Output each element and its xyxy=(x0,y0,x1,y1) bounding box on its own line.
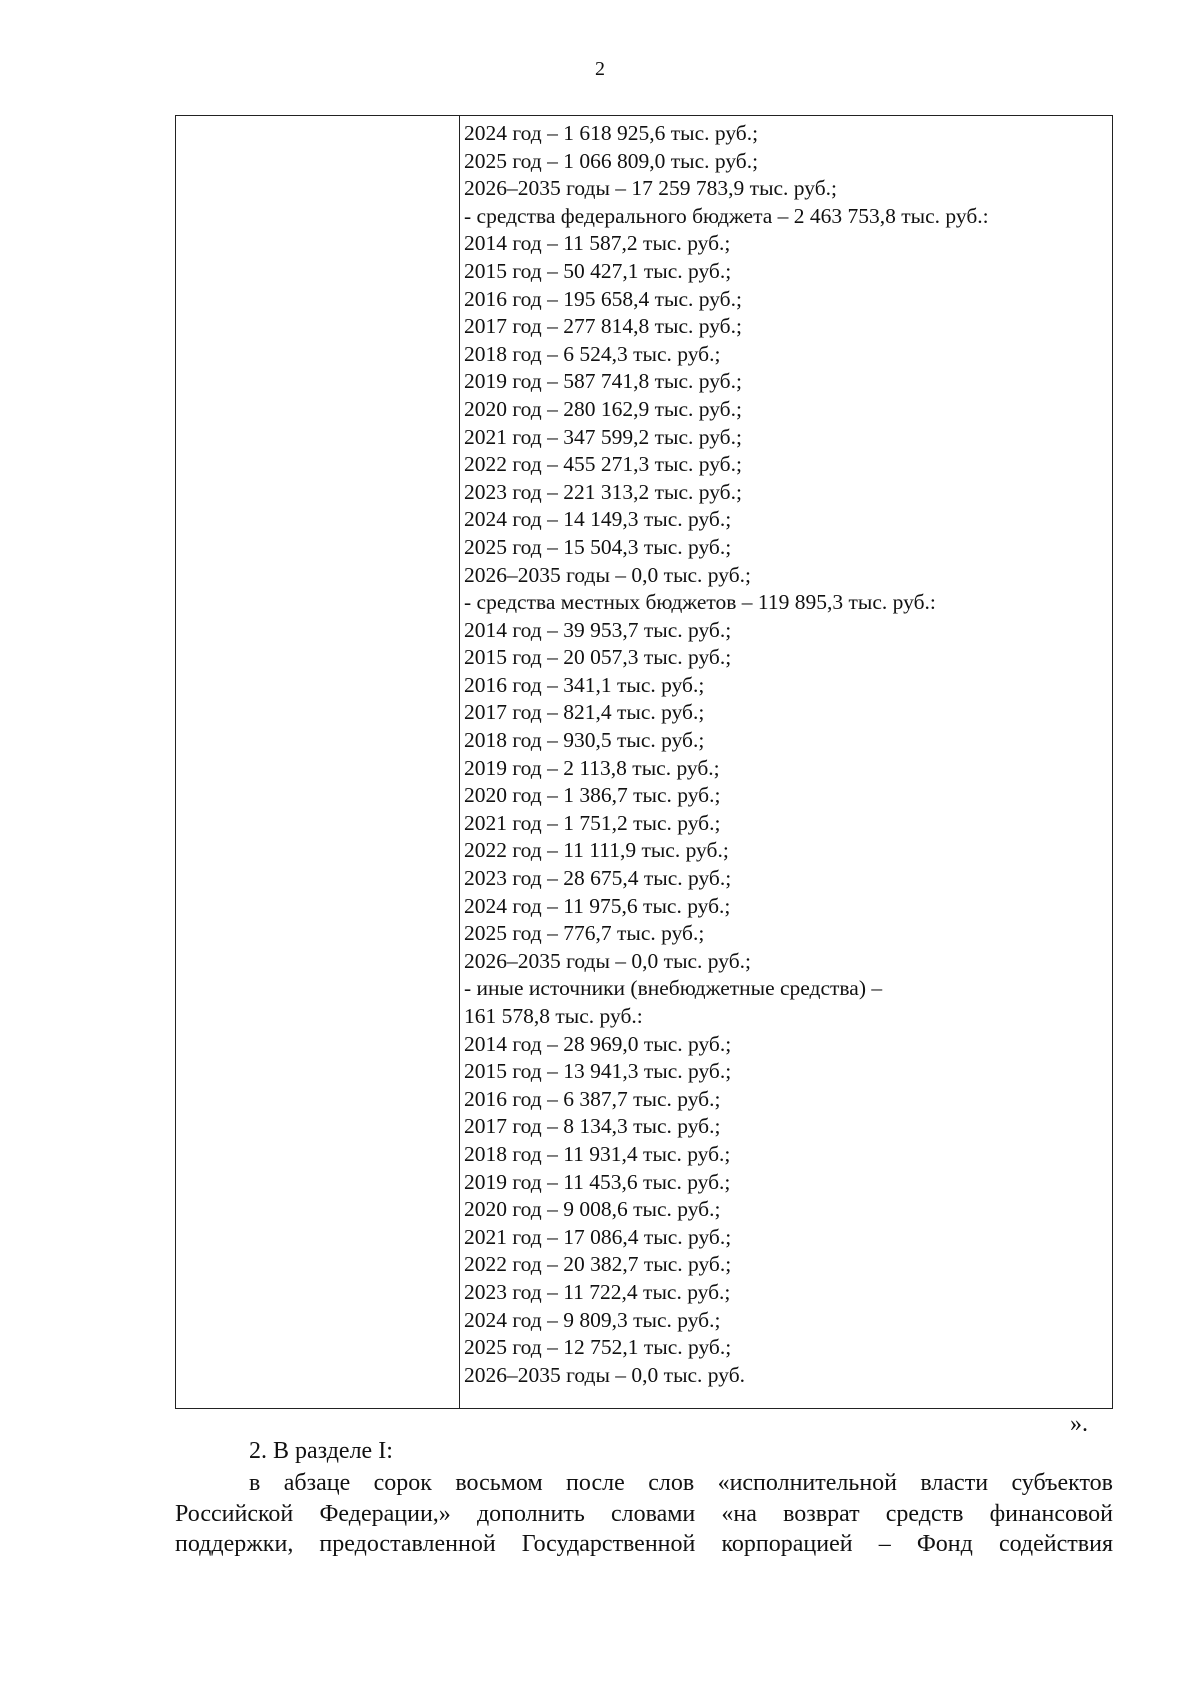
funding-line: 2020 год – 9 008,6 тыс. руб.; xyxy=(464,1197,721,1222)
funding-line: 2021 год – 1 751,2 тыс. руб.; xyxy=(464,810,721,835)
funding-line: 2026–2035 годы – 0,0 тыс. руб. xyxy=(464,1362,746,1387)
funding-line: 2018 год – 11 931,4 тыс. руб.; xyxy=(464,1141,731,1166)
funding-line: 2014 год – 28 969,0 тыс. руб.; xyxy=(464,1031,732,1056)
closing-quote: ». xyxy=(1070,1411,1088,1437)
funding-line: 2019 год – 11 453,6 тыс. руб.; xyxy=(464,1169,731,1194)
funding-line: 2020 год – 280 162,9 тыс. руб.; xyxy=(464,396,742,421)
paragraph-line: Российской Федерации,» дополнить словами «на возврат средств финансовой xyxy=(175,1500,1113,1527)
funding-line: 2014 год – 11 587,2 тыс. руб.; xyxy=(464,231,731,256)
section-heading: 2. В разделе I: xyxy=(249,1438,393,1464)
funding-line: 2018 год – 6 524,3 тыс. руб.; xyxy=(464,341,721,366)
funding-line: 2026–2035 годы – 17 259 783,9 тыс. руб.; xyxy=(464,176,838,201)
page-number: 2 xyxy=(595,58,605,80)
funding-line: 2016 год – 195 658,4 тыс. руб.; xyxy=(464,286,742,311)
table-right-cell xyxy=(464,120,1104,1389)
funding-line: 2024 год – 9 809,3 тыс. руб.; xyxy=(464,1307,721,1332)
funding-line: - иные источники (внебюджетные средства) – xyxy=(464,976,883,1001)
paragraph-line: в абзаце сорок восьмом после слов «исполнительной власти субъектов xyxy=(249,1470,1113,1496)
funding-line: 2019 год – 587 741,8 тыс. руб.; xyxy=(464,369,742,394)
funding-line: 2025 год – 776,7 тыс. руб.; xyxy=(464,921,705,946)
funding-line: 2022 год – 455 271,3 тыс. руб.; xyxy=(464,452,742,477)
funding-line: 2020 год – 1 386,7 тыс. руб.; xyxy=(464,783,721,808)
funding-line: 2018 год – 930,5 тыс. руб.; xyxy=(464,728,705,753)
paragraph-line: поддержки, предоставленной Государственной корпорацией – Фонд содействия xyxy=(175,1531,1113,1557)
funding-line: 2017 год – 8 134,3 тыс. руб.; xyxy=(464,1114,721,1139)
funding-line: 2023 год – 11 722,4 тыс. руб.; xyxy=(464,1279,731,1304)
funding-line: 2014 год – 39 953,7 тыс. руб.; xyxy=(464,617,732,642)
funding-line: 2015 год – 13 941,3 тыс. руб.; xyxy=(464,1059,732,1084)
funding-line: 2024 год – 1 618 925,6 тыс. руб.; xyxy=(464,121,759,145)
funding-line: 2017 год – 277 814,8 тыс. руб.; xyxy=(464,314,742,339)
amendment-paragraph xyxy=(175,1468,1113,1560)
funding-line: 2021 год – 347 599,2 тыс. руб.; xyxy=(464,424,742,449)
funding-line: - средства федерального бюджета – 2 463 753,8 тыс. руб.: xyxy=(464,203,989,228)
funding-line: - средства местных бюджетов – 119 895,3 тыс. руб.: xyxy=(464,590,936,615)
funding-line: 2023 год – 221 313,2 тыс. руб.; xyxy=(464,479,742,504)
funding-table xyxy=(175,115,1113,1409)
funding-line: 2022 год – 20 382,7 тыс. руб.; xyxy=(464,1252,732,1277)
funding-line: 2021 год – 17 086,4 тыс. руб.; xyxy=(464,1224,732,1249)
funding-line: 2015 год – 50 427,1 тыс. руб.; xyxy=(464,258,732,283)
funding-line: 2016 год – 341,1 тыс. руб.; xyxy=(464,672,705,697)
funding-line: 2023 год – 28 675,4 тыс. руб.; xyxy=(464,866,732,891)
table-left-cell xyxy=(176,116,460,1408)
funding-line: 2025 год – 12 752,1 тыс. руб.; xyxy=(464,1335,732,1360)
funding-line: 2024 год – 11 975,6 тыс. руб.; xyxy=(464,893,731,918)
funding-line: 2026–2035 годы – 0,0 тыс. руб.; xyxy=(464,948,752,973)
funding-line: 2026–2035 годы – 0,0 тыс. руб.; xyxy=(464,562,752,587)
funding-line: 2025 год – 1 066 809,0 тыс. руб.; xyxy=(464,148,759,173)
funding-line: 2017 год – 821,4 тыс. руб.; xyxy=(464,700,705,725)
funding-line: 2024 год – 14 149,3 тыс. руб.; xyxy=(464,507,732,532)
funding-line: 2019 год – 2 113,8 тыс. руб.; xyxy=(464,755,720,780)
funding-line: 161 578,8 тыс. руб.: xyxy=(464,1004,643,1028)
funding-line: 2016 год – 6 387,7 тыс. руб.; xyxy=(464,1086,721,1111)
funding-line: 2015 год – 20 057,3 тыс. руб.; xyxy=(464,645,732,670)
funding-line: 2022 год – 11 111,9 тыс. руб.; xyxy=(464,838,729,863)
funding-line: 2025 год – 15 504,3 тыс. руб.; xyxy=(464,534,732,559)
